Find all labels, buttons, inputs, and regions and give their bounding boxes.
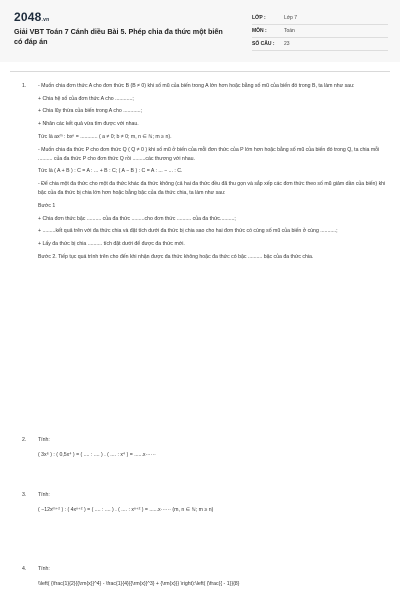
question-formula: \\left( {\frac{1}{2}{{\rm{x}}^4} - \frac{1}{4}{{\rm{x}}^3} + {\rm{x}}} \right):\left( {\frac{{ - 1}}{8} xyxy=(38,581,240,588)
question-text: + Lấy đa thức bị chia .......... tích đặt dưới để được đa thức mới. xyxy=(38,241,185,248)
question-text: + Chia lũy thừa của biến trong A cho ............; xyxy=(38,108,142,115)
meta-row-count xyxy=(252,38,388,51)
meta-value: 23 xyxy=(284,41,290,47)
page-title: Giải VBT Toán 7 Cánh diều Bài 5. Phép chia đa thức một biến có đáp án xyxy=(14,27,223,46)
question-text: Tính: xyxy=(38,492,50,498)
question-text: - Muốn chia đơn thức A cho đơn thức B (B ≠ 0) khi số mũ của biến trong A lớn hơn hoặc bằng số mũ của biến đó trong B, ta làm như sau: xyxy=(38,83,355,89)
question-text: Tính: xyxy=(38,437,50,443)
meta-key: SỐ CÂU : xyxy=(252,41,275,47)
header xyxy=(0,0,400,62)
question-body xyxy=(38,491,390,519)
logo-main: 2048 xyxy=(14,10,42,24)
header-divider xyxy=(10,71,390,72)
question-body xyxy=(38,82,390,266)
meta-key: MÔN : xyxy=(252,28,267,34)
question-formula: ( 3x⁶ ) : ( 0,5x⁴ ) = ( .... : .... ) . ( .... : x⁴ ) = ......x······ xyxy=(38,452,156,459)
question-text: - Muốn chia đa thức P cho đơn thức Q ( Q ≠ 0 ) khi số mũ ở biến của mỗi đơn thức của P lớn hơn hoặc bằng số mũ của biến đó trong Q, ta chia mỗi .......... của đa thức P cho đơn thức Q rồi .........các thương với nhau. xyxy=(38,146,380,162)
meta-key: LỚP : xyxy=(252,15,266,21)
site-logo[interactable] xyxy=(14,10,49,24)
meta-row-subject xyxy=(252,25,388,38)
question-text: Bước 1 xyxy=(38,203,56,210)
question-number: 4. xyxy=(22,566,27,572)
meta-value: Lớp 7 xyxy=(284,15,298,21)
meta-row-class xyxy=(252,12,388,25)
question-number: 3. xyxy=(22,492,27,498)
question-text: Bước 2. Tiếp tục quá trình trên cho đến khi nhận được đa thức không hoặc đa thức có bậc .......... bậc của đa thức chia. xyxy=(38,253,314,260)
question-body xyxy=(38,436,390,464)
question-text: + .........kết quả trên với đa thức chia và đặt tích dưới đa thức bị chia sao cho hai đơn thức có cùng số mũ của biến ở cùng ...........; xyxy=(38,228,338,235)
question-text: Tức là ( A + B ) : C = A : ... + B : C; ( A − B ) : C = A : ... − ... : C. xyxy=(38,168,183,175)
question-text: - Để chia một đa thức cho một đa thức khác đa thức không (cả hai đa thức đều đã thu gọn và sắp xếp các đơn thức theo số mũ giảm dần của biến) khi bậc của đa thức bị chia lớn hơn hoặc bằng bậc của đa thức chia, ta làm như sau: xyxy=(38,181,386,197)
question-formula: ( −12xᵐ⁺² ) : ( 4xⁿ⁺² ) = ( .... : .... ) . ( .... : xⁿ⁺² ) = ......x······ (m, n ∈ ℕ; m ≥ n) xyxy=(38,507,214,514)
question-number: 2. xyxy=(22,437,27,443)
question-text: + Chia đơn thức bậc .......... của đa thức .........cho đơn thức .......... của đa thức..........; xyxy=(38,215,236,222)
question-text: Tức là axᵐ : bxⁿ = ............ ( a ≠ 0; b ≠ 0; m, n ∈ ℕ; m ≥ n). xyxy=(38,133,172,140)
logo-suffix: .vn xyxy=(41,17,50,23)
meta-info xyxy=(252,12,388,51)
meta-value: Toán xyxy=(284,28,295,34)
question-text: + Chia hệ số của đơn thức A cho ............; xyxy=(38,95,134,102)
question-text: Tính: xyxy=(38,566,50,572)
question-text: + Nhân các kết quả vừa tìm được với nhau. xyxy=(38,121,139,128)
question-number: 1. xyxy=(22,83,27,89)
question-body xyxy=(38,565,390,593)
